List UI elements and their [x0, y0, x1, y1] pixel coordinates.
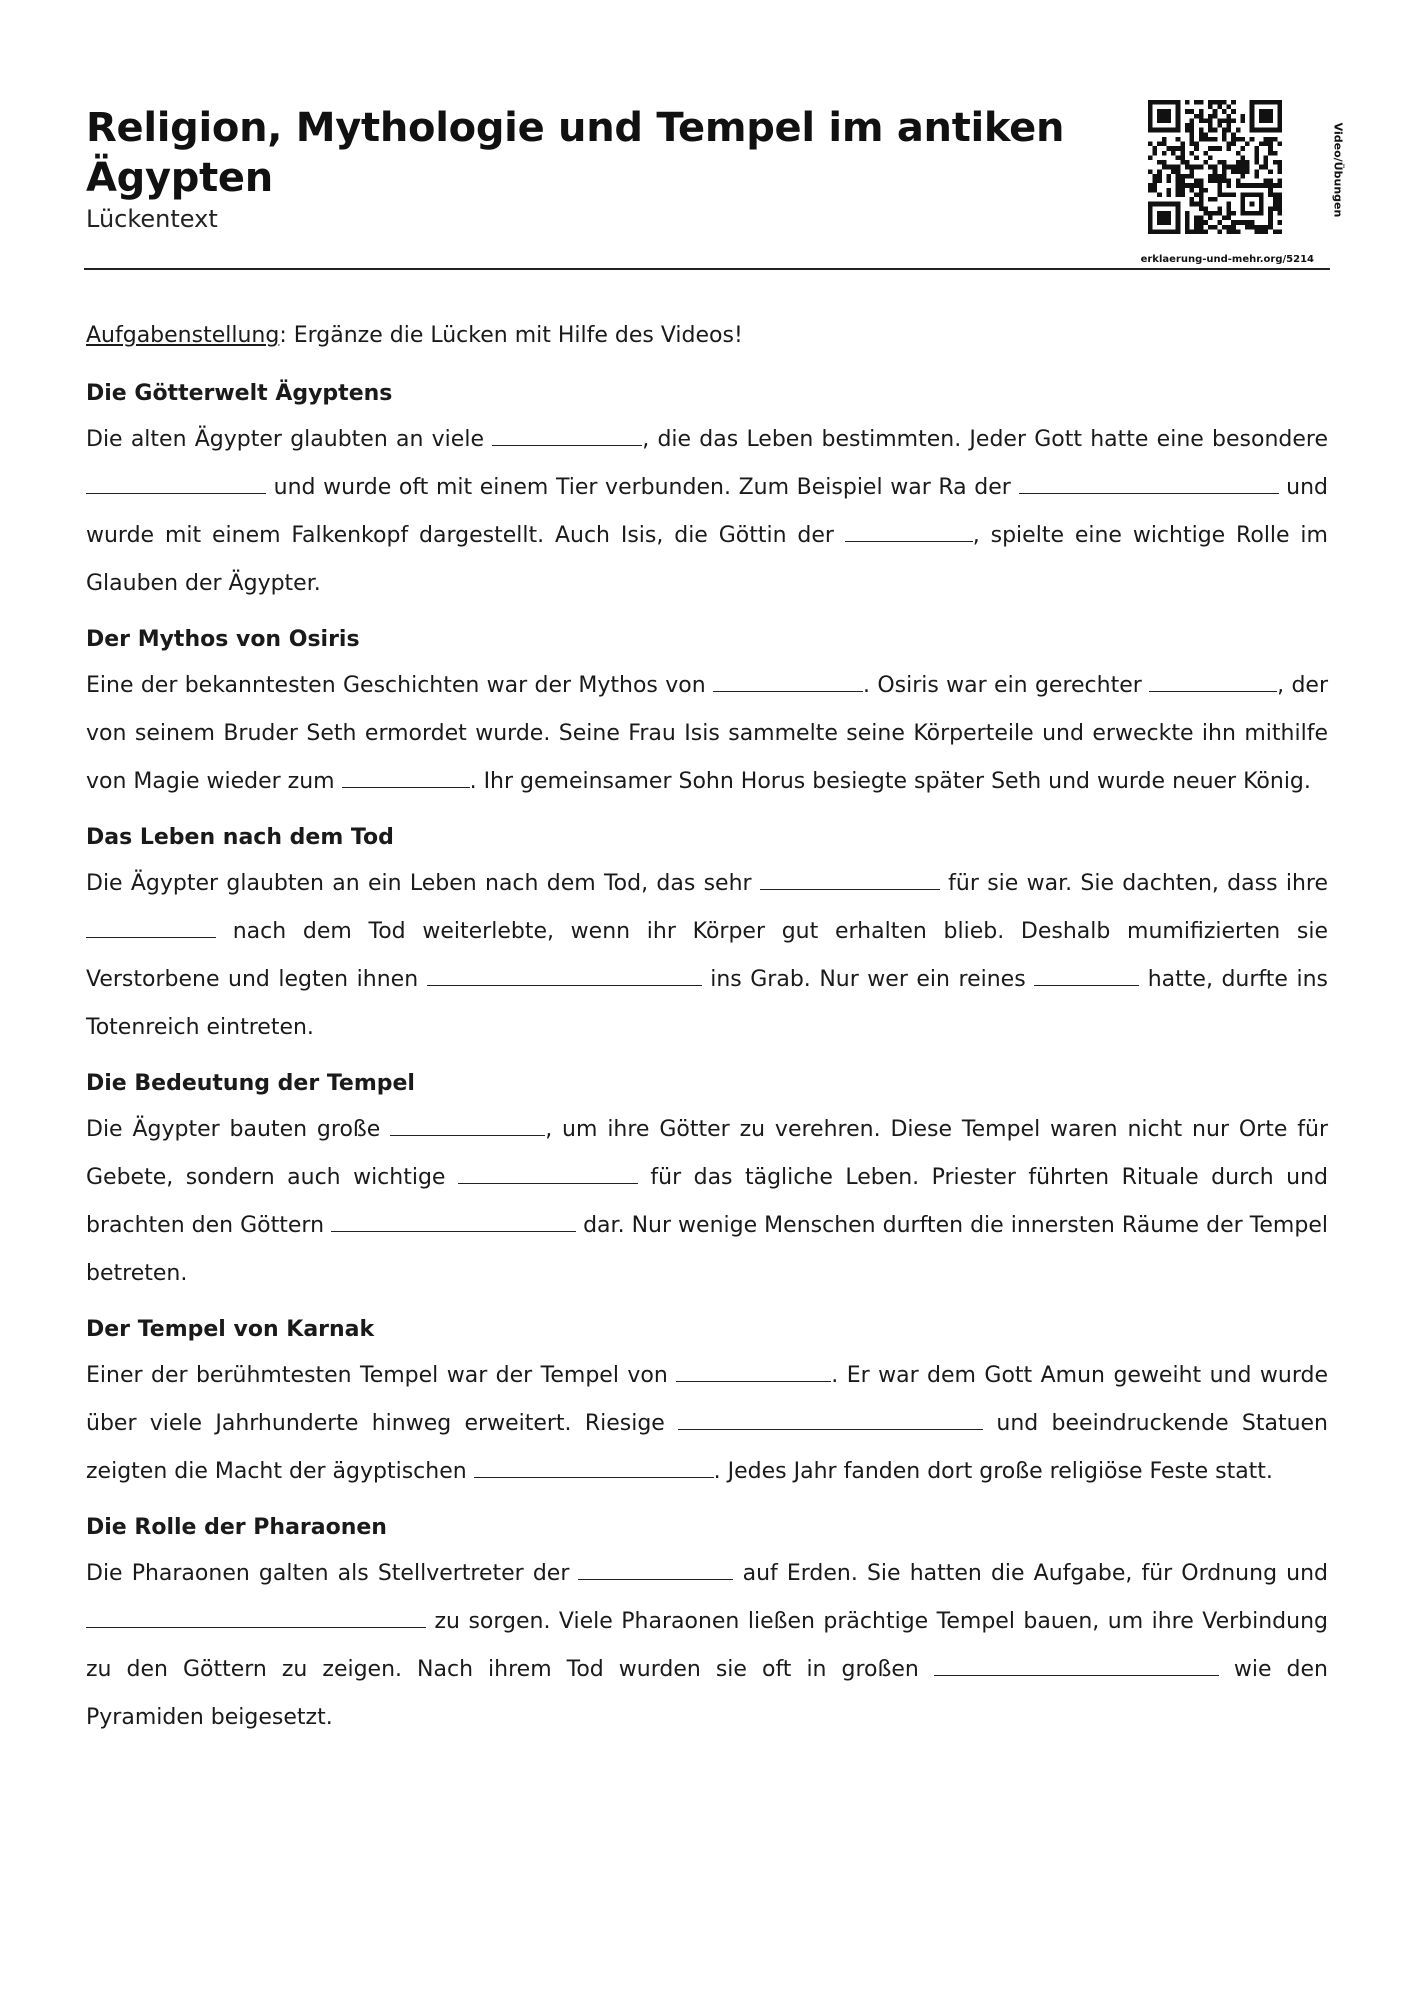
task-text: : Ergänze die Lücken mit Hilfe des Videos!	[279, 323, 743, 348]
paragraph-text: Die Pharaonen galten als Stellvertreter der	[86, 1561, 579, 1586]
task-instruction	[86, 323, 743, 348]
section-title: Der Mythos von Osiris	[86, 627, 360, 652]
section-title: Die Bedeutung der Tempel	[86, 1071, 415, 1096]
fill-in-blank[interactable]	[492, 427, 642, 446]
fill-in-blank[interactable]	[760, 871, 940, 890]
paragraph-text: Einer der berühmtesten Tempel war der Tempel von	[86, 1363, 677, 1388]
fill-in-blank[interactable]	[845, 523, 973, 542]
section-title: Der Tempel von Karnak	[86, 1317, 375, 1342]
paragraph-text: Die Ägypter glaubten an ein Leben nach dem Tod, das sehr	[86, 871, 760, 896]
paragraph-text: und wurde oft mit einem Tier verbunden. Zum Beispiel war Ra der	[266, 475, 1019, 500]
source-url[interactable]: erklaerung-und-mehr.org/5214	[1140, 254, 1314, 265]
task-label: Aufgabenstellung	[86, 323, 280, 348]
section	[86, 1062, 1328, 1298]
paragraph-text: Die Ägypter bauten große	[86, 1117, 391, 1142]
section-title: Die Rolle der Pharaonen	[86, 1515, 387, 1540]
section	[86, 372, 1328, 608]
fill-in-blank[interactable]	[86, 475, 266, 494]
section	[86, 618, 1328, 806]
paragraph-text: nach dem Tod weiterlebte, wenn ihr Körper gut erhalten blieb. Deshalb mumifizierten sie Verstorbene und legten ihnen	[86, 919, 1328, 992]
fill-in-blank[interactable]	[676, 1363, 831, 1382]
fill-in-blank[interactable]	[713, 673, 863, 692]
paragraph-text: wie den Pyramiden beigesetzt.	[86, 1657, 1328, 1730]
section-paragraph	[86, 1106, 1328, 1298]
paragraph-text: , die das Leben bestimmten. Jeder Gott hatte eine besondere	[642, 427, 1328, 452]
paragraph-text: , spielte eine wichtige Rolle im Glauben der Ägypter.	[86, 523, 1328, 596]
paragraph-text: zu sorgen. Viele Pharaonen ließen prächtige Tempel bauen, um ihre Verbindung zu den Göttern zu zeigen. Nach ihrem Tod wurden sie oft in großen	[86, 1609, 1328, 1682]
paragraph-text: auf Erden. Sie hatten die Aufgabe, für Ordnung und	[733, 1561, 1328, 1586]
fill-in-blank[interactable]	[342, 769, 470, 788]
fill-in-blank[interactable]	[390, 1117, 545, 1136]
paragraph-text: . Jedes Jahr fanden dort große religiöse Feste statt.	[713, 1459, 1273, 1484]
paragraph-text: und beeindruckende Statuen zeigten die Macht der ägyptischen	[86, 1411, 1328, 1484]
paragraph-text: . Ihr gemeinsamer Sohn Horus besiegte später Seth und wurde neuer König.	[469, 769, 1311, 794]
section-paragraph	[86, 860, 1328, 1052]
paragraph-text: für das tägliche Leben. Priester führten Rituale durch und brachten den Göttern	[86, 1165, 1328, 1238]
fill-in-blank[interactable]	[934, 1657, 1219, 1676]
section-title: Das Leben nach dem Tod	[86, 825, 394, 850]
paragraph-text: , um ihre Götter zu verehren. Diese Tempel waren nicht nur Orte für Gebete, sondern auch wichtige	[86, 1117, 1328, 1190]
fill-in-blank[interactable]	[578, 1561, 733, 1580]
paragraph-text: . Er war dem Gott Amun geweiht und wurde über viele Jahrhunderte hinweg erweitert. Riesige	[86, 1363, 1328, 1436]
fill-in-blank[interactable]	[458, 1165, 638, 1184]
fill-in-blank[interactable]	[331, 1213, 576, 1232]
fill-in-blank[interactable]	[678, 1411, 983, 1430]
paragraph-text: dar. Nur wenige Menschen durften die innersten Räume der Tempel betreten.	[86, 1213, 1328, 1286]
paragraph-text: für sie war. Sie dachten, dass ihre	[939, 871, 1328, 896]
paragraph-text: hatte, durfte ins Totenreich eintreten.	[86, 967, 1328, 1040]
section	[86, 1308, 1328, 1496]
fill-in-blank[interactable]	[86, 919, 216, 938]
fill-in-blank[interactable]	[427, 967, 702, 986]
paragraph-text: . Osiris war ein gerechter	[863, 673, 1150, 698]
paragraph-text: Eine der bekanntesten Geschichten war der Mythos von	[86, 673, 713, 698]
section-paragraph	[86, 1352, 1328, 1496]
fill-in-blank[interactable]	[1019, 475, 1279, 494]
fill-in-blank[interactable]	[474, 1459, 714, 1478]
header-divider	[84, 268, 1330, 270]
fill-in-blank[interactable]	[1034, 967, 1139, 986]
worksheet-body	[86, 372, 1328, 1752]
section-paragraph	[86, 662, 1328, 806]
fill-in-blank[interactable]	[1149, 673, 1277, 692]
fill-in-blank[interactable]	[86, 1609, 426, 1628]
section-paragraph	[86, 1550, 1328, 1742]
paragraph-text: ins Grab. Nur wer ein reines	[701, 967, 1035, 992]
paragraph-text: Die alten Ägypter glaubten an viele	[86, 427, 493, 452]
paragraph-text: und wurde mit einem Falkenkopf dargestellt. Auch Isis, die Göttin der	[86, 475, 1328, 548]
qr-code-icon[interactable]	[1148, 100, 1282, 234]
page-title: Religion, Mythologie und Tempel im antiken Ägypten	[86, 105, 1065, 201]
page-subtitle: Lückentext	[86, 205, 218, 233]
section-paragraph	[86, 416, 1328, 608]
paragraph-text: , der von seinem Bruder Seth ermordet wurde. Seine Frau Isis sammelte seine Körperteile und erweckte ihn mithilfe von Magie wieder zum	[86, 673, 1329, 794]
section	[86, 816, 1328, 1052]
video-exercises-label: Video/Übungen	[1331, 122, 1345, 218]
section	[86, 1506, 1328, 1742]
section-title: Die Götterwelt Ägyptens	[86, 381, 393, 406]
